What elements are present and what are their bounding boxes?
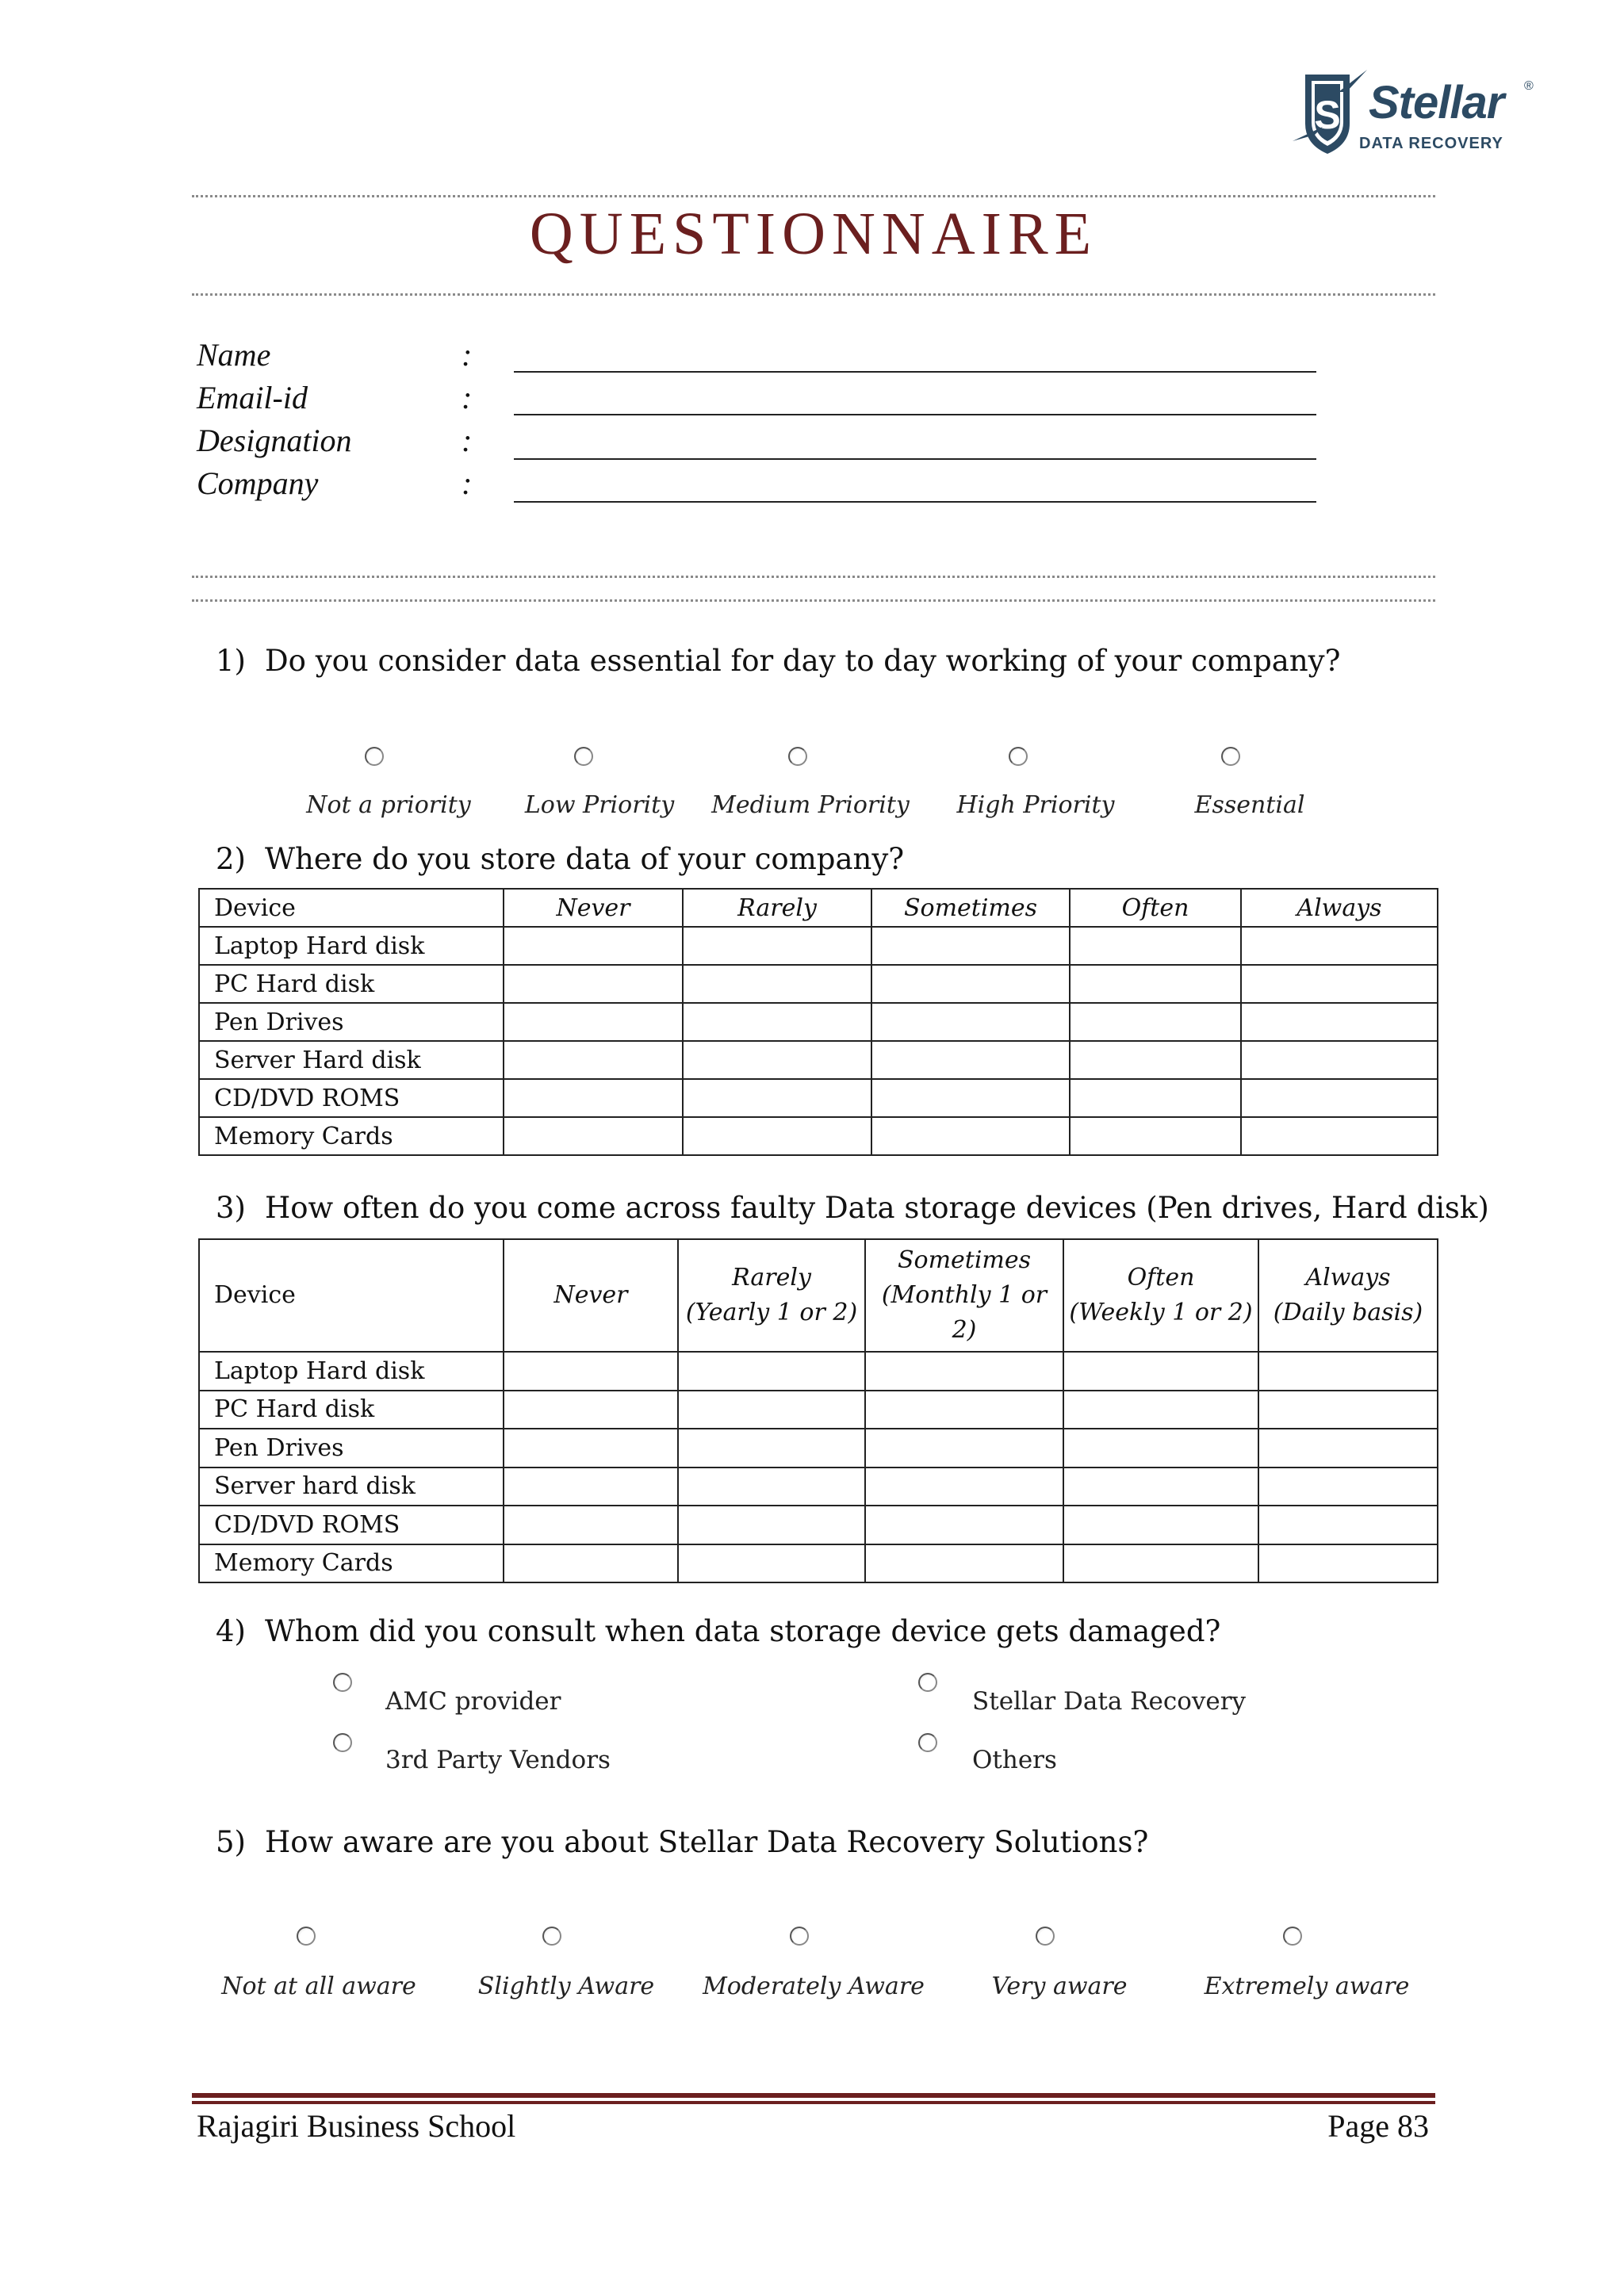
answer-cell[interactable] — [871, 1003, 1070, 1041]
question-4-number: 4) — [216, 1614, 246, 1648]
answer-cell[interactable] — [504, 1352, 678, 1391]
q5-option-label: Very aware — [991, 1973, 1128, 2000]
answer-cell[interactable] — [1258, 1506, 1438, 1544]
header-line: Rarely — [732, 1264, 811, 1292]
device-cell: PC Hard disk — [199, 1391, 504, 1429]
company-label: Company — [197, 465, 319, 501]
table-row — [199, 965, 1438, 1003]
storage-location-table — [198, 888, 1438, 1156]
header-subline: (Weekly 1 or 2) — [1069, 1299, 1253, 1326]
svg-text:S: S — [1314, 93, 1341, 137]
answer-cell[interactable] — [865, 1429, 1063, 1468]
q5-option-label: Moderately Aware — [703, 1973, 925, 2000]
answer-cell[interactable] — [1258, 1544, 1438, 1583]
answer-cell[interactable] — [678, 1468, 865, 1506]
email-label: Email-id — [197, 380, 308, 415]
table-row — [199, 1391, 1438, 1429]
table-header-sometimes — [865, 1239, 1063, 1352]
footer-rule — [192, 2093, 1435, 2098]
table-row — [199, 1544, 1438, 1583]
q5-option-label: Slightly Aware — [477, 1973, 655, 2000]
q1-radio-medium-priority[interactable] — [788, 747, 807, 766]
answer-cell[interactable] — [1258, 1391, 1438, 1429]
q4-radio-others[interactable] — [918, 1733, 937, 1752]
device-cell: Laptop Hard disk — [199, 927, 504, 965]
answer-cell[interactable] — [1070, 1117, 1241, 1155]
answer-cell[interactable] — [504, 1429, 678, 1468]
answer-cell[interactable] — [1063, 1544, 1258, 1583]
device-cell: PC Hard disk — [199, 965, 504, 1003]
answer-cell[interactable] — [504, 965, 683, 1003]
q1-radio-high-priority[interactable] — [1009, 747, 1028, 766]
question-4-text: Whom did you consult when data storage device gets damaged? — [265, 1614, 1221, 1648]
footer-rule-thin — [192, 2101, 1435, 2104]
answer-cell[interactable] — [865, 1352, 1063, 1391]
device-cell: Memory Cards — [199, 1117, 504, 1155]
answer-cell[interactable] — [678, 1352, 865, 1391]
table-row — [199, 1429, 1438, 1468]
answer-cell[interactable] — [1258, 1468, 1438, 1506]
answer-cell[interactable] — [865, 1506, 1063, 1544]
question-3-number: 3) — [216, 1191, 246, 1225]
answer-cell[interactable] — [871, 1117, 1070, 1155]
device-cell: Pen Drives — [199, 1429, 504, 1468]
table-row — [199, 1506, 1438, 1544]
table-header-device — [199, 1239, 504, 1352]
header-line: Device — [214, 1281, 296, 1309]
header-line: Always — [1305, 1264, 1391, 1292]
q1-radio-low-priority[interactable] — [574, 747, 593, 766]
device-cell: Memory Cards — [199, 1544, 504, 1583]
answer-cell[interactable] — [1063, 1468, 1258, 1506]
answer-cell[interactable] — [678, 1544, 865, 1583]
answer-cell[interactable] — [1063, 1506, 1258, 1544]
q4-radio-3rd-party-vendors[interactable] — [333, 1733, 352, 1752]
q4-radio-stellar-data-recovery[interactable] — [918, 1673, 937, 1692]
answer-cell[interactable] — [1258, 1352, 1438, 1391]
answer-cell[interactable] — [1063, 1352, 1258, 1391]
table-row — [199, 1041, 1438, 1079]
question-5-number: 5) — [216, 1825, 246, 1859]
header-line: Often — [1127, 1264, 1195, 1292]
answer-cell[interactable] — [683, 1117, 871, 1155]
question-1-text: Do you consider data essential for day to day working of your company? — [265, 644, 1341, 678]
answer-cell[interactable] — [871, 965, 1070, 1003]
answer-cell[interactable] — [865, 1468, 1063, 1506]
q4-option-label: 3rd Party Vendors — [385, 1746, 611, 1774]
answer-cell[interactable] — [504, 1468, 678, 1506]
designation-field[interactable] — [514, 458, 1316, 460]
question-3 — [216, 1191, 1489, 1225]
answer-cell[interactable] — [683, 1041, 871, 1079]
question-1-number: 1) — [216, 644, 246, 678]
answer-cell[interactable] — [871, 927, 1070, 965]
divider-top — [192, 195, 1435, 197]
question-5-text: How aware are you about Stellar Data Recovery Solutions? — [265, 1825, 1149, 1859]
answer-cell[interactable] — [1070, 1041, 1241, 1079]
question-5 — [216, 1825, 1148, 1859]
divider-form-2 — [192, 599, 1435, 602]
shield-s-logo-icon — [1291, 68, 1370, 163]
answer-cell[interactable] — [1241, 1117, 1438, 1155]
name-label: Name — [197, 337, 271, 373]
answer-cell[interactable] — [504, 1003, 683, 1041]
q1-option-label: High Priority — [956, 791, 1115, 819]
q4-option-label: AMC provider — [385, 1687, 561, 1716]
designation-colon: : — [462, 423, 473, 458]
header-line: Never — [553, 1281, 628, 1309]
question-1 — [216, 644, 1340, 678]
table-row — [199, 1079, 1438, 1117]
faulty-device-frequency-table — [198, 1238, 1438, 1583]
answer-cell[interactable] — [1241, 1003, 1438, 1041]
logo-registered-mark: ® — [1524, 79, 1534, 93]
q1-option-label: Not a priority — [306, 791, 471, 819]
table-header-device: Device — [199, 889, 504, 927]
table-row — [199, 1352, 1438, 1391]
q5-radio-slightly-aware[interactable] — [542, 1927, 561, 1946]
answer-cell[interactable] — [1070, 927, 1241, 965]
company-field[interactable] — [514, 501, 1316, 503]
answer-cell[interactable] — [1063, 1429, 1258, 1468]
answer-cell[interactable] — [683, 1003, 871, 1041]
divider-under-title — [192, 293, 1435, 296]
answer-cell[interactable] — [683, 927, 871, 965]
answer-cell[interactable] — [504, 1506, 678, 1544]
table-header-always: Always — [1241, 889, 1438, 927]
answer-cell[interactable] — [1070, 1003, 1241, 1041]
answer-cell[interactable] — [1241, 965, 1438, 1003]
answer-cell[interactable] — [1241, 1079, 1438, 1117]
q1-option-label: Low Priority — [524, 791, 675, 819]
answer-cell[interactable] — [504, 1391, 678, 1429]
device-cell: Laptop Hard disk — [199, 1352, 504, 1391]
answer-cell[interactable] — [865, 1391, 1063, 1429]
header-subline: (Monthly 1 or 2) — [881, 1281, 1048, 1344]
answer-cell[interactable] — [504, 1544, 678, 1583]
q4-radio-amc-provider[interactable] — [333, 1673, 352, 1692]
header-subline: (Yearly 1 or 2) — [685, 1299, 858, 1326]
answer-cell[interactable] — [1241, 1041, 1438, 1079]
table-header-often — [1063, 1239, 1258, 1352]
answer-cell[interactable] — [678, 1506, 865, 1544]
table-header-never: Never — [504, 889, 683, 927]
device-cell: Pen Drives — [199, 1003, 504, 1041]
answer-cell[interactable] — [504, 927, 683, 965]
answer-cell[interactable] — [683, 965, 871, 1003]
device-cell: CD/DVD ROMS — [199, 1506, 504, 1544]
answer-cell[interactable] — [678, 1429, 865, 1468]
question-4 — [216, 1614, 1220, 1648]
question-2 — [216, 842, 904, 876]
table-header-often: Often — [1070, 889, 1241, 927]
stellar-logo — [1291, 68, 1545, 163]
header-subline: (Daily basis) — [1273, 1299, 1423, 1326]
logo-subtitle: DATA RECOVERY — [1359, 135, 1503, 152]
table-row — [199, 927, 1438, 965]
email-field[interactable] — [514, 414, 1316, 415]
table-row — [199, 1117, 1438, 1155]
table-row — [199, 1468, 1438, 1506]
answer-cell[interactable] — [504, 1117, 683, 1155]
designation-label: Designation — [197, 423, 352, 458]
device-cell: Server Hard disk — [199, 1041, 504, 1079]
table-header-never — [504, 1239, 678, 1352]
q5-radio-moderately-aware[interactable] — [790, 1927, 809, 1946]
footer-school-name: Rajagiri Business School — [197, 2108, 516, 2144]
email-colon: : — [462, 380, 473, 415]
table-header-sometimes: Sometimes — [871, 889, 1070, 927]
answer-cell[interactable] — [678, 1391, 865, 1429]
footer-page-number: Page 83 — [1327, 2108, 1429, 2144]
logo-wordmark: Stellar — [1369, 77, 1504, 128]
q1-option-label: Essential — [1194, 791, 1305, 819]
q5-radio-very-aware[interactable] — [1036, 1927, 1055, 1946]
table-header-rarely: Rarely — [683, 889, 871, 927]
company-colon: : — [462, 465, 473, 501]
answer-cell[interactable] — [504, 1041, 683, 1079]
name-field[interactable] — [514, 371, 1316, 373]
answer-cell[interactable] — [1070, 1079, 1241, 1117]
q5-radio-not-at-all-aware[interactable] — [297, 1927, 316, 1946]
header-line: Sometimes — [897, 1246, 1032, 1274]
answer-cell[interactable] — [683, 1079, 871, 1117]
q4-option-label: Stellar Data Recovery — [972, 1687, 1247, 1716]
table-header-rarely — [678, 1239, 865, 1352]
name-colon: : — [462, 337, 473, 373]
device-cell: CD/DVD ROMS — [199, 1079, 504, 1117]
answer-cell[interactable] — [871, 1041, 1070, 1079]
table-header-always — [1258, 1239, 1438, 1352]
q1-radio-essential[interactable] — [1221, 747, 1240, 766]
answer-cell[interactable] — [871, 1079, 1070, 1117]
q5-option-label: Not at all aware — [221, 1973, 416, 2000]
question-3-text: How often do you come across faulty Data storage devices (Pen drives, Hard disk) — [265, 1191, 1489, 1225]
q4-option-label: Others — [972, 1746, 1057, 1774]
q5-option-label: Extremely aware — [1204, 1973, 1410, 2000]
table-row — [199, 1003, 1438, 1041]
q1-option-label: Medium Priority — [711, 791, 910, 819]
answer-cell[interactable] — [1070, 965, 1241, 1003]
answer-cell[interactable] — [1258, 1429, 1438, 1468]
answer-cell[interactable] — [504, 1079, 683, 1117]
answer-cell[interactable] — [1063, 1391, 1258, 1429]
device-cell: Server hard disk — [199, 1468, 504, 1506]
answer-cell[interactable] — [1241, 927, 1438, 965]
q1-radio-not-a-priority[interactable] — [365, 747, 384, 766]
page-title: QUESTIONNAIRE — [529, 201, 1098, 267]
question-2-text: Where do you store data of your company? — [265, 842, 905, 876]
question-2-number: 2) — [216, 842, 246, 876]
q5-radio-extremely-aware[interactable] — [1283, 1927, 1302, 1946]
divider-form-1 — [192, 576, 1435, 578]
answer-cell[interactable] — [865, 1544, 1063, 1583]
